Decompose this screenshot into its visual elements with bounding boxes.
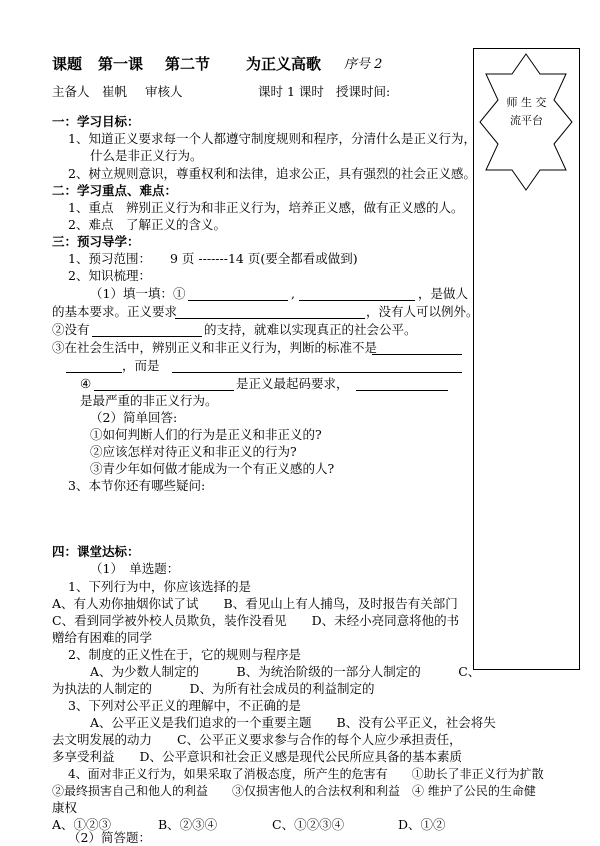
preparer-name: 崔帆 [102,84,128,99]
mc-q2-cd: 为执法的人制定的 D、为所有社会成员的利益制定的 [52,681,375,696]
fill-2b: ，没有人可以例外。 [366,304,479,319]
title-section: 第二节 [165,55,211,73]
mc-q3-stem: 3、下列对公平正义的理解中，不正确的是 [68,698,301,713]
title-label: 课题 [52,55,83,73]
mc-q2-ab: A、为少数人制定的 B、为统治阶级的一部分人制定的 C、 [90,664,481,679]
fill-7: 是最严重的非正义行为。 [80,393,218,408]
mc-q1-cd2: 赠给有困难的同学 [52,630,153,645]
section3-heading: 三：预习导学： [52,234,140,249]
blank-6[interactable] [66,360,122,373]
fill-in-label: （1）填一填：① [90,286,186,301]
short-answer-label: （2）简单回答: [90,410,178,425]
blank-3[interactable] [175,306,365,319]
fill-6b: 是正义最起码要求， [236,376,349,391]
goal-1b: 什么是非正义行为。 [90,148,203,163]
remaining-doubts: 3、本节你还有哪些疑问: [68,478,206,493]
mc-q4-option-c: C、①②③④ [272,817,345,832]
section1-heading: 一：学习目标： [52,114,140,129]
blank-5[interactable] [372,342,462,355]
teaching-time-label: 授课时间: [336,84,391,99]
key-point: 1、重点 辨别正义行为和非正义行为，培养正义感，做有正义感的人。 [68,200,464,215]
title-lesson: 第一课 [98,55,144,73]
mc-q2-stem: 2、制度的正义性在于，它的规则与程序是 [68,647,301,662]
knowledge-sort-label: 2、知识梳理： [68,268,151,283]
blank-7[interactable] [172,360,462,373]
blank-4[interactable] [92,324,202,337]
reviewer-label: 审核人 [145,84,183,99]
preview-range-value: 9 页 -------14 页(要全都看或做到) [170,251,358,266]
class-hours: 课时 1 课时 [258,84,324,99]
fill-3a: ②没有 [52,322,90,337]
mc-q1-cd: C、看到同学被外校人员欺负，装作没看见 D、未经小亮同意将他的书 [52,613,460,628]
difficult-point: 2、难点 了解正义的含义。 [68,217,226,232]
blank-1[interactable] [188,288,288,301]
fill-1-end: ，是做人 [418,286,469,301]
mc-q3-ab3: 多享受利益 D、公平意识和社会正义感是现代公民所应具备的基本素质 [52,749,463,764]
mc-label: （1） 单选题： [90,561,180,576]
mc-q4-stem: 4、面对非正义行为，如果采取了消极态度，所产生的危害有 ①助长了非正义行为扩散 [68,767,544,781]
mc-q1-ab: A、有人劝你抽烟你试了试 B、看见山上有人捕鸟，及时报告有关部门 [52,596,458,611]
blank-2[interactable] [299,288,415,301]
title-topic: 为正义高歌 [246,55,322,73]
section2-heading: 二：学习重点、难点： [52,183,178,198]
preview-range-label: 1、预习范围： [68,251,151,266]
section4-heading: 四：课堂达标： [52,544,140,559]
exchange-platform-label [494,94,559,130]
fill-2a: 的基本要求。正义要求 [52,304,178,319]
question-1: ①如何判断人们的行为是正义和非正义的? [90,427,322,442]
mc-q4-option-d: D、①② [398,817,446,832]
mc-q4-line2: ②最终损害自己和他人的利益 ③仅损害他人的合法权利和利益 ④ 维护了公民的生命健 [52,784,536,798]
mc-q4-option-a: A、①②③ [52,817,112,832]
exchange-line-2: 流平台 [510,114,543,127]
goal-2: 2、树立规则意识，尊重权利和法律，追求公正，具有强烈的社会正义感。 [68,166,476,181]
fill-4: ③在社会生活中，辨别正义和非正义行为，判断的标准不是 [52,340,378,355]
blank-8[interactable] [94,378,234,391]
mc-q4-option-b: B、②③④ [158,817,218,832]
mc-q1-stem: 1、下列行为中，你应该选择的是 [68,579,251,594]
goal-1a: 1、知道正义要求每一个人都遵守制度规则和程序，分清什么是正义行为， [68,131,476,146]
question-3: ③青少年如何做才能成为一个有正义感的人? [90,461,335,476]
fill-5: ，而是 [122,358,160,373]
mc-q4-line3: 康权 [52,800,78,815]
fill-3b: 的支持，就难以实现真正的社会公平。 [204,322,417,337]
blank-9[interactable] [356,378,448,391]
fill-6a: ④ [80,376,92,391]
mc-q3-ab2: 去文明发展的动力 C、公平正义要求参与合作的每个人应少承担责任， [52,732,462,747]
short-answer-section-label: （2）简答题： [68,830,151,845]
title-seq: 序号 2 [344,57,383,72]
exchange-line-1: 师 生 交 [506,96,547,109]
question-2: ②应该怎样对待正义和非正义的行为? [90,444,297,459]
mc-q3-ab: A、公平正义是我们追求的一个重要主题 B、没有公平正义，社会将失 [90,715,496,730]
preparer-label: 主备人 [52,84,90,99]
